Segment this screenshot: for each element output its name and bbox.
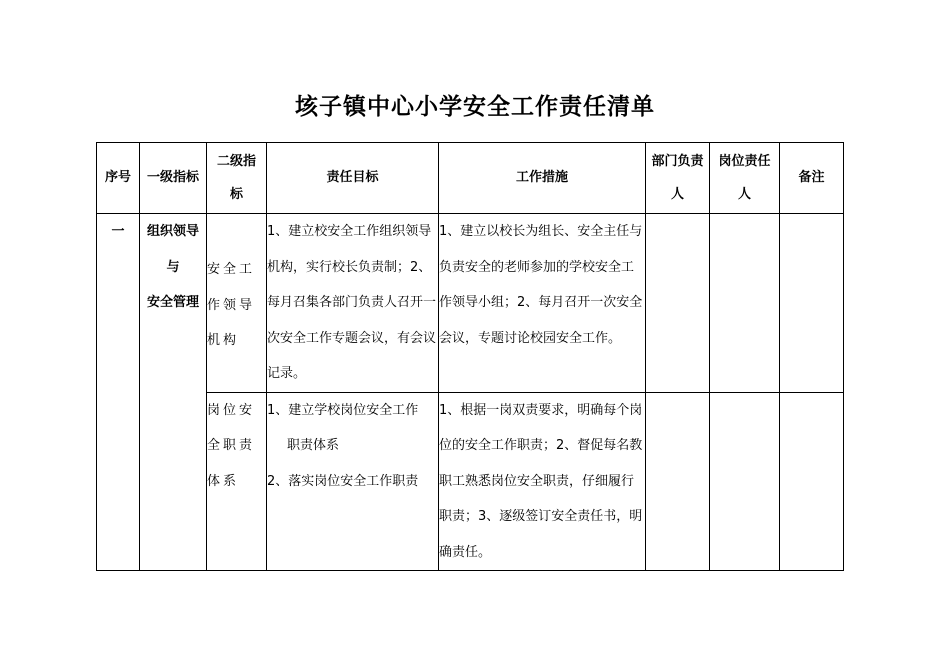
header-measures: 工作措施 — [439, 143, 646, 214]
header-seq: 序号 — [97, 143, 140, 214]
section-seq: 一 — [97, 214, 140, 571]
header-level2 — [207, 143, 267, 214]
row2-dept — [646, 392, 710, 571]
responsibility-table — [96, 142, 844, 571]
row2-goal — [267, 392, 439, 571]
row1-dept — [646, 214, 710, 393]
section-level1-line1: 组织领导 — [146, 224, 199, 239]
table-row — [97, 214, 844, 393]
header-dept-label: 部门负责人 — [651, 154, 704, 202]
header-dept — [646, 143, 710, 214]
row1-post — [710, 214, 780, 393]
header-post-label: 岗位责任人 — [718, 154, 771, 202]
row1-goal: 1、建立校安全工作组织领导机构，实行校长负责制；2、每月召集各部门负责人召开一次安全工作专题会议，有会议记录。 — [267, 214, 439, 393]
row2-measures: 1、根据一岗双责要求，明确每个岗位的安全工作职责；2、督促每名教职工熟悉岗位安全职责，仔细履行职责；3、逐级签订安全责任书，明确责任。 — [439, 392, 646, 571]
row1-level2-text: 安全工作领导机构 — [207, 262, 256, 348]
row1-note — [780, 214, 844, 393]
header-note: 备注 — [780, 143, 844, 214]
header-post — [710, 143, 780, 214]
row1-measures: 1、建立以校长为组长、安全主任与负责安全的老师参加的学校安全工作领导小组；2、每月召开一次安全会议，专题讨论校园安全工作。 — [439, 214, 646, 393]
row2-level2-text: 岗位安全职责体系 — [207, 402, 256, 489]
row1-level2 — [207, 214, 267, 393]
header-row — [97, 143, 844, 214]
table-row — [97, 392, 844, 571]
row2-level2 — [207, 392, 267, 571]
row2-goal-item1: 1、建立学校岗位安全工作 — [267, 402, 419, 418]
section-level1-line2: 与 — [166, 259, 180, 275]
header-level2-label: 二级指标 — [216, 154, 256, 202]
row2-note — [780, 392, 844, 571]
document-title: 垓子镇中心小学安全工作责任清单 — [295, 94, 655, 120]
section-level1-line3: 安全管理 — [146, 295, 199, 310]
header-goal: 责任目标 — [267, 143, 439, 214]
row2-goal-item2: 2、落实岗位安全工作职责 — [267, 473, 419, 489]
row2-goal-item1-cont: 职责体系 — [287, 438, 340, 453]
row2-post — [710, 392, 780, 571]
header-level1: 一级指标 — [140, 143, 207, 214]
section-level1 — [140, 214, 207, 571]
